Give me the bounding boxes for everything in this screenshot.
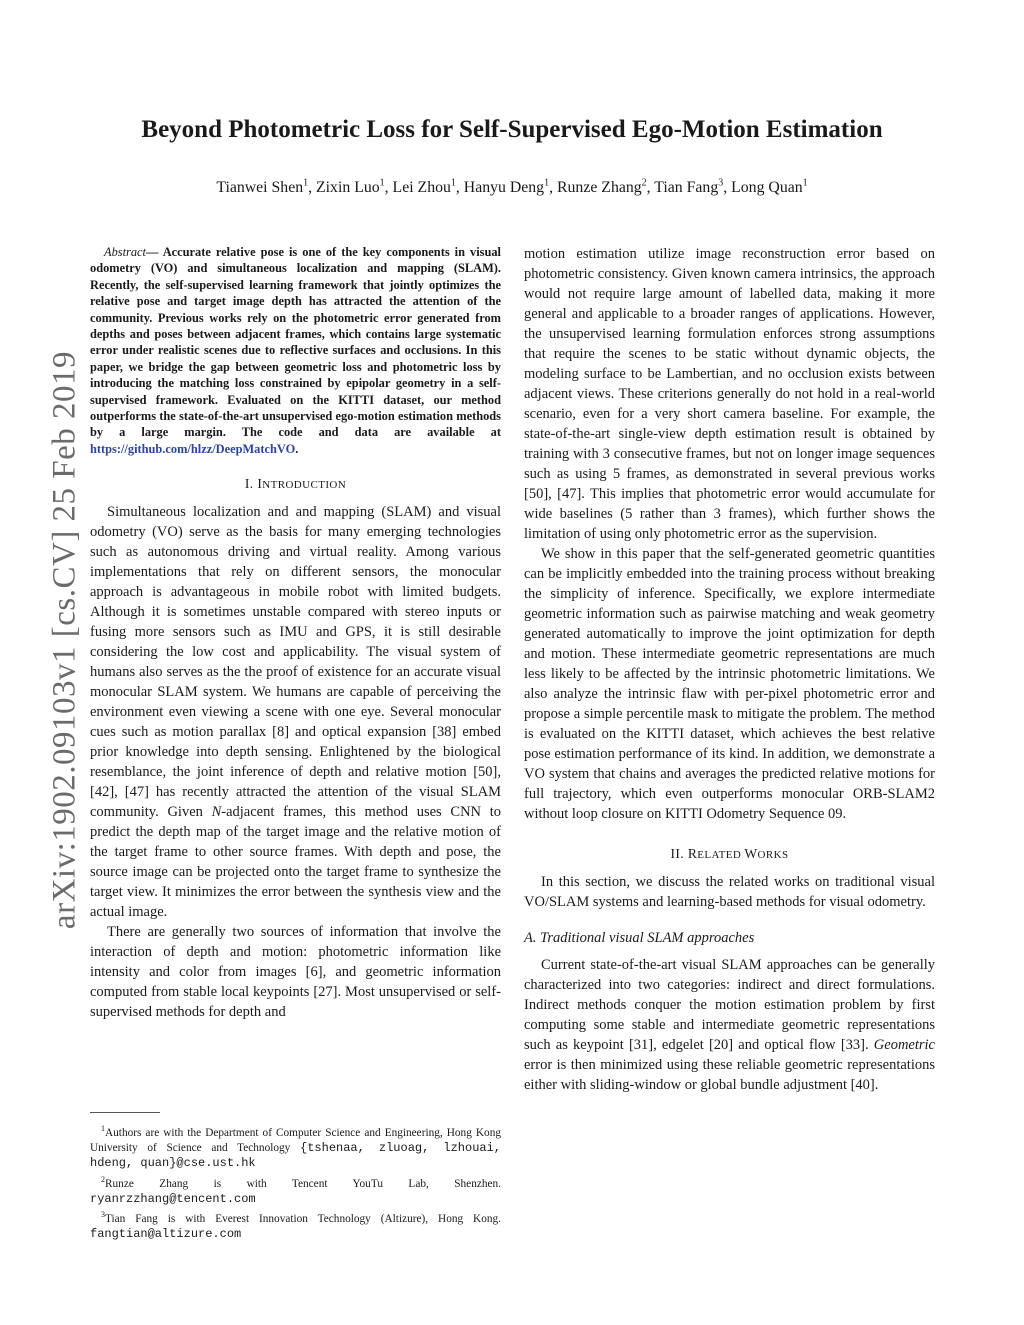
abstract: Abstract— Accurate relative pose is one of the key components in visual odometry (VO) and simultaneous localization and mapping (SLAM). Recently, the self-supervised learning framework that jointly optimizes the relative pose and target image depth has attracted the attention of the community. Previous works rely on the photometric error generated from depths and poses between adjacent frames, which contains large systematic error under realistic scenes due to reflective surfaces and occlusions. In this paper, we bridge the gap between geometric loss and photometric loss by introducing the matching loss constrained by epipolar geometry in a self-supervised framework. Evaluated on the KITTI dataset, our method outperforms the state-of-the-art unsupervised ego-motion estimation methods by a large margin. The code and data are available at https://github.com/hlzz/DeepMatchVO. [90, 245, 501, 456]
section-heading-related-works: II. RELATED WORKS [670, 846, 789, 861]
footnote: $^2$Runze Zhang is with Tencent YouTu Lab, Shenzhen. ryanrzzhang@tencent.com [90, 1174, 501, 1206]
author: Hanyu Deng$^1$, [463, 178, 557, 197]
arxiv-side-label: arXiv:1902.09103v1 [cs.CV] 25 Feb 2019 [46, 350, 83, 930]
code-link[interactable]: https://github.com/hlzz/DeepMatchVO [90, 441, 296, 456]
author: Long Quan$^1$ [731, 178, 808, 197]
author: Lei Zhou$^1$, [392, 178, 464, 197]
footnote-rule [90, 1112, 160, 1113]
footnotes [90, 1121, 501, 1242]
right-column [524, 244, 935, 1095]
author: Zixin Luo$^1$, [316, 178, 393, 197]
abstract-label: Abstract [104, 245, 146, 259]
body-paragraph: Current state-of-the-art visual SLAM approaches can be generally characterized into two categories: indirect and direct formulations. Indirect methods conquer the motion estimation problem by first computing some stable and intermediate geometric representations such as keypoint [31], edgelet [20] and optical flow [33]. Geometric error is then minimized using these reliable geometric representations either with sliding-window or global bundle adjustment [40]. [524, 957, 935, 1093]
author-list [0, 178, 1024, 197]
author: Tian Fang$^3$, [654, 178, 732, 197]
subsection-heading: A. Traditional visual SLAM approaches [524, 930, 755, 946]
footnote: $^1$Authors are with the Department of Computer Science and Engineering, Hong Kong University of Science and Technology {tshenaa, zluoag, lzhouai, hdeng, quan}@cse.ust.hk [90, 1124, 501, 1171]
author: Tianwei Shen$^1$, [216, 178, 317, 197]
body-paragraph: motion estimation utilize image reconstruction error based on photometric consistency. Given known camera intrinsics, the approach would not require large amount of labelled data, making it more general and applicable to a broader ranges of applications. However, the unsupervised learning formulation enforces strong assumptions that require the scenes to be static without dynamic objects, the modeling surface to be Lambertian, and no occlusion exists between adjacent views. These criterions generally do not hold in a real-world scenario, even for a very short camera baseline. For example, the state-of-the-art single-view depth estimation result is obtained by training with 3 consecutive frames, but not on longer image sequences such as using 5 frames, as demonstrated in several previous works [50], [47]. This implies that photometric error would accumulate for wide baselines (5 rather than 3 frames), which further shows the limitation of using only photometric error as the supervision. [524, 246, 935, 542]
left-column [90, 244, 501, 1022]
body-paragraph: We show in this paper that the self-generated geometric quantities can be implicitly embedded into the training process without breaking the simplicity of inference. Specifically, we explore intermediate geometric information such as pairwise matching and weak geometry generated automatically to improve the joint optimization for depth and motion. These intermediate geometric representations are much less likely to be affected by the intrinsic photometric limitations. We also analyze the intrinsic flaw with per-pixel photometric error and propose a simple percentile mask to mitigate the problem. The method is evaluated on the KITTI dataset, which achieves the best relative pose estimation performance of its kind. In addition, we demonstrate a VO system that chains and averages the predicted relative motions for full trajectory, which even outperforms monocular ORB-SLAM2 without loop closure on KITTI Odometry Sequence 09. [524, 546, 935, 822]
intro-paragraph: There are generally two sources of information that involve the interaction of depth and motion: photometric information like intensity and color from images [6], and geometric information computed from stable local keypoints [27]. Most unsupervised or self-supervised methods for depth and [90, 924, 501, 1021]
body-paragraph: In this section, we discuss the related works on traditional visual VO/SLAM systems and learning-based methods for visual odometry. [524, 874, 935, 910]
section-heading-introduction: I. INTRODUCTION [244, 476, 347, 492]
intro-paragraph: Simultaneous localization and and mapping (SLAM) and visual odometry (VO) serve as the basis for many emerging technologies such as autonomous driving and virtual reality. Among various implementations that rely on different sensors, the monocular approach is advantageous in mobile robot with limited budgets. Although it is sometimes unstable compared with stereo inputs or fusing more sensors such as IMU and GPS, it is still desirable considering the low cost and applicability. The visual system of humans also serves as the the proof of existence for an accurate visual monocular SLAM system. We humans are capable of perceiving the environment even viewing a scene with one eye. Several monocular cues such as motion parallax [8] and optical expansion [38] embed prior knowledge into depth sensing. Enlightened by the biological resemblance, the joint inference of depth and relative motion [50], [42], [47] has recently attracted the attention of the visual SLAM community. Given N-adjacent frames, this method uses CNN to predict the depth map of the target image and the relative motion of the target frame to other source frames. With depth and pose, the source image can be projected onto the target frame to synthesize the target view. It minimizes the error between the synthesis view and the actual image. [90, 504, 502, 921]
author: Runze Zhang$^2$, [556, 178, 655, 197]
paper-title: Beyond Photometric Loss for Self-Supervised Ego-Motion Estimation [141, 116, 883, 143]
footnote: $^3$Tian Fang is with Everest Innovation Technology (Altizure), Hong Kong. fangtian@altizure.com [90, 1210, 501, 1242]
